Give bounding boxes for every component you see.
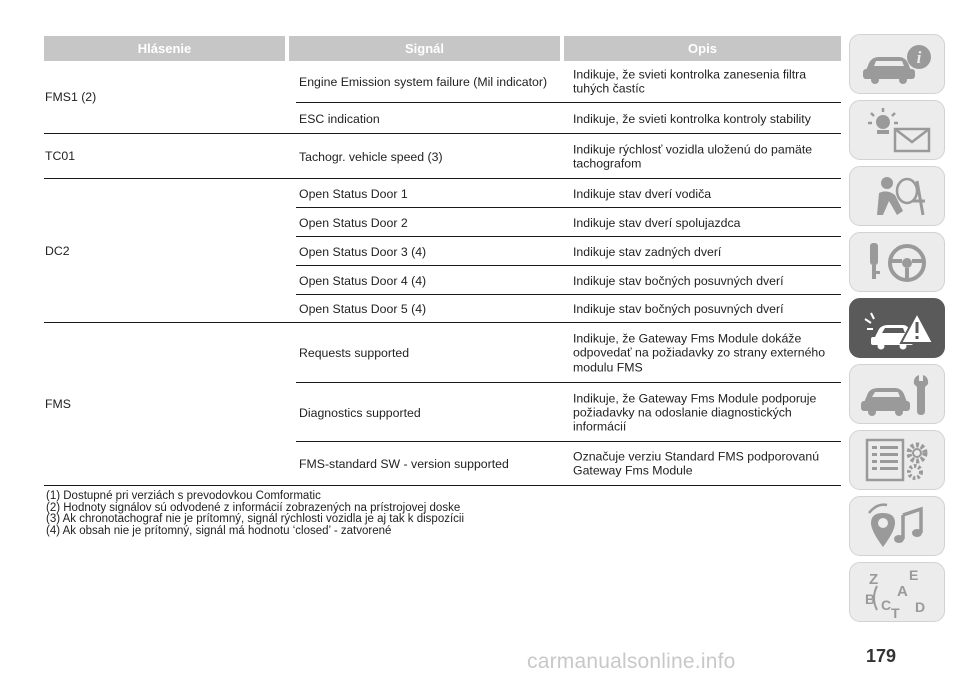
watermark: carmanualsonline.info	[527, 650, 736, 673]
header-signal: Signál	[289, 36, 560, 61]
table-row	[44, 383, 841, 442]
group-label: DC2	[45, 243, 70, 258]
description-cell: Indikuje stav bočných posuvných dverí	[573, 301, 784, 316]
chapter-tab-maintenance[interactable]	[849, 364, 945, 424]
svg-text:E: E	[909, 567, 919, 583]
signal-cell: Open Status Door 2	[299, 215, 408, 230]
description-cell: Indikuje stav dverí spolujazdca	[573, 215, 741, 230]
svg-text:D: D	[915, 599, 926, 615]
table-group-fms	[44, 323, 841, 486]
footnote: (1) Dostupné pri verziách s prevodovkou Comformatic	[46, 490, 321, 502]
table-row	[44, 442, 841, 486]
svg-text:A: A	[897, 583, 908, 600]
table-row	[44, 103, 841, 134]
header-hlasenie: Hlásenie	[44, 36, 285, 61]
chapter-tab-car-info[interactable]	[849, 34, 945, 94]
table-row	[44, 237, 841, 266]
car-accident-warning-icon	[857, 303, 937, 353]
description-cell: Indikuje rýchlosť vozidla uloženú do pamäte tachografom	[573, 142, 813, 171]
multimedia-music-icon	[857, 501, 937, 551]
svg-text:i: i	[916, 48, 922, 67]
group-label: FMS	[45, 397, 71, 411]
table-row	[44, 323, 841, 383]
svg-text:B: B	[865, 591, 876, 607]
table-row	[44, 134, 841, 179]
svg-text:C: C	[881, 597, 892, 613]
signal-table	[44, 36, 841, 486]
airbag-seatbelt-icon	[857, 171, 937, 221]
description-cell: Indikuje stav zadných dverí	[573, 244, 722, 259]
car-wrench-icon	[857, 369, 937, 419]
table-group-dc2	[44, 179, 841, 323]
car-info-icon	[857, 39, 937, 89]
signal-cell: Diagnostics supported	[299, 405, 421, 420]
alphabetical-index-icon	[857, 564, 937, 620]
chapter-tab-warning-lights[interactable]	[849, 100, 945, 160]
chapter-tab-multimedia[interactable]	[849, 496, 945, 556]
header-opis: Opis	[564, 36, 841, 61]
footnote: (3) Ak chronotachograf nie je prítomný, signál rýchlosti vozidla je aj tak k dispozícii	[46, 513, 465, 526]
signal-cell: Engine Emission system failure (Mil indicator)	[299, 74, 548, 89]
page-number: 179	[866, 646, 897, 666]
description-cell: Označuje verziu Standard FMS podporovanú Gateway Fms Module	[573, 449, 820, 478]
group-label: FMS1 (2)	[45, 90, 97, 104]
signal-cell: Open Status Door 1	[299, 186, 408, 201]
table-row	[44, 295, 841, 323]
table-row	[44, 179, 841, 208]
footnote: (2) Hodnoty signálov sú odvodené z informácií zobrazených na prístrojovej doske	[46, 501, 461, 514]
group-label: TC01	[45, 149, 76, 163]
warning-light-message-icon	[857, 105, 937, 155]
signal-cell: ESC indication	[299, 111, 380, 126]
description-cell: Indikuje, že Gateway Fms Module podporuje požiadavky na odoslanie diagnostických informácií	[573, 391, 817, 434]
spec-list-gear-icon	[857, 435, 937, 485]
table-group-fms1	[44, 61, 841, 134]
table-header	[44, 36, 841, 61]
signal-cell: Tachogr. vehicle speed (3)	[299, 149, 443, 164]
signal-cell: FMS-standard SW - version supported	[299, 456, 509, 471]
table-row	[44, 208, 841, 237]
svg-text:T: T	[891, 605, 900, 620]
chapter-tab-technical-data[interactable]	[849, 430, 945, 490]
chapter-tab-emergency[interactable]	[849, 298, 945, 358]
svg-text:Z: Z	[869, 571, 879, 588]
table-group-tc01	[44, 134, 841, 179]
description-cell: Indikuje, že svieti kontrolka kontroly stability	[573, 111, 811, 126]
chapter-tab-index[interactable]	[849, 562, 945, 622]
description-cell: Indikuje stav bočných posuvných dverí	[573, 273, 784, 288]
signal-cell: Open Status Door 3 (4)	[299, 244, 427, 259]
chapter-sidebar	[849, 34, 945, 628]
signal-cell: Open Status Door 4 (4)	[299, 273, 427, 288]
description-cell: Indikuje, že Gateway Fms Module dokáže odpovedať na požiadavky zo strany externého modulu FMS	[573, 331, 826, 375]
chapter-tab-starting-driving[interactable]	[849, 232, 945, 292]
signal-cell: Open Status Door 5 (4)	[299, 301, 427, 316]
description-cell: Indikuje, že svieti kontrolka zanesenia filtra tuhých častíc	[573, 67, 807, 96]
table-row	[44, 266, 841, 295]
description-cell: Indikuje stav dverí vodiča	[573, 186, 712, 201]
signal-cell: Requests supported	[299, 345, 410, 360]
chapter-tab-safety[interactable]	[849, 166, 945, 226]
key-steering-wheel-icon	[857, 237, 937, 287]
footnote: (4) Ak obsah nie je prítomný, signál má hodnotu ‘closed’ - zatvorené	[46, 524, 392, 537]
footnotes	[46, 491, 464, 537]
table-row	[44, 61, 841, 103]
